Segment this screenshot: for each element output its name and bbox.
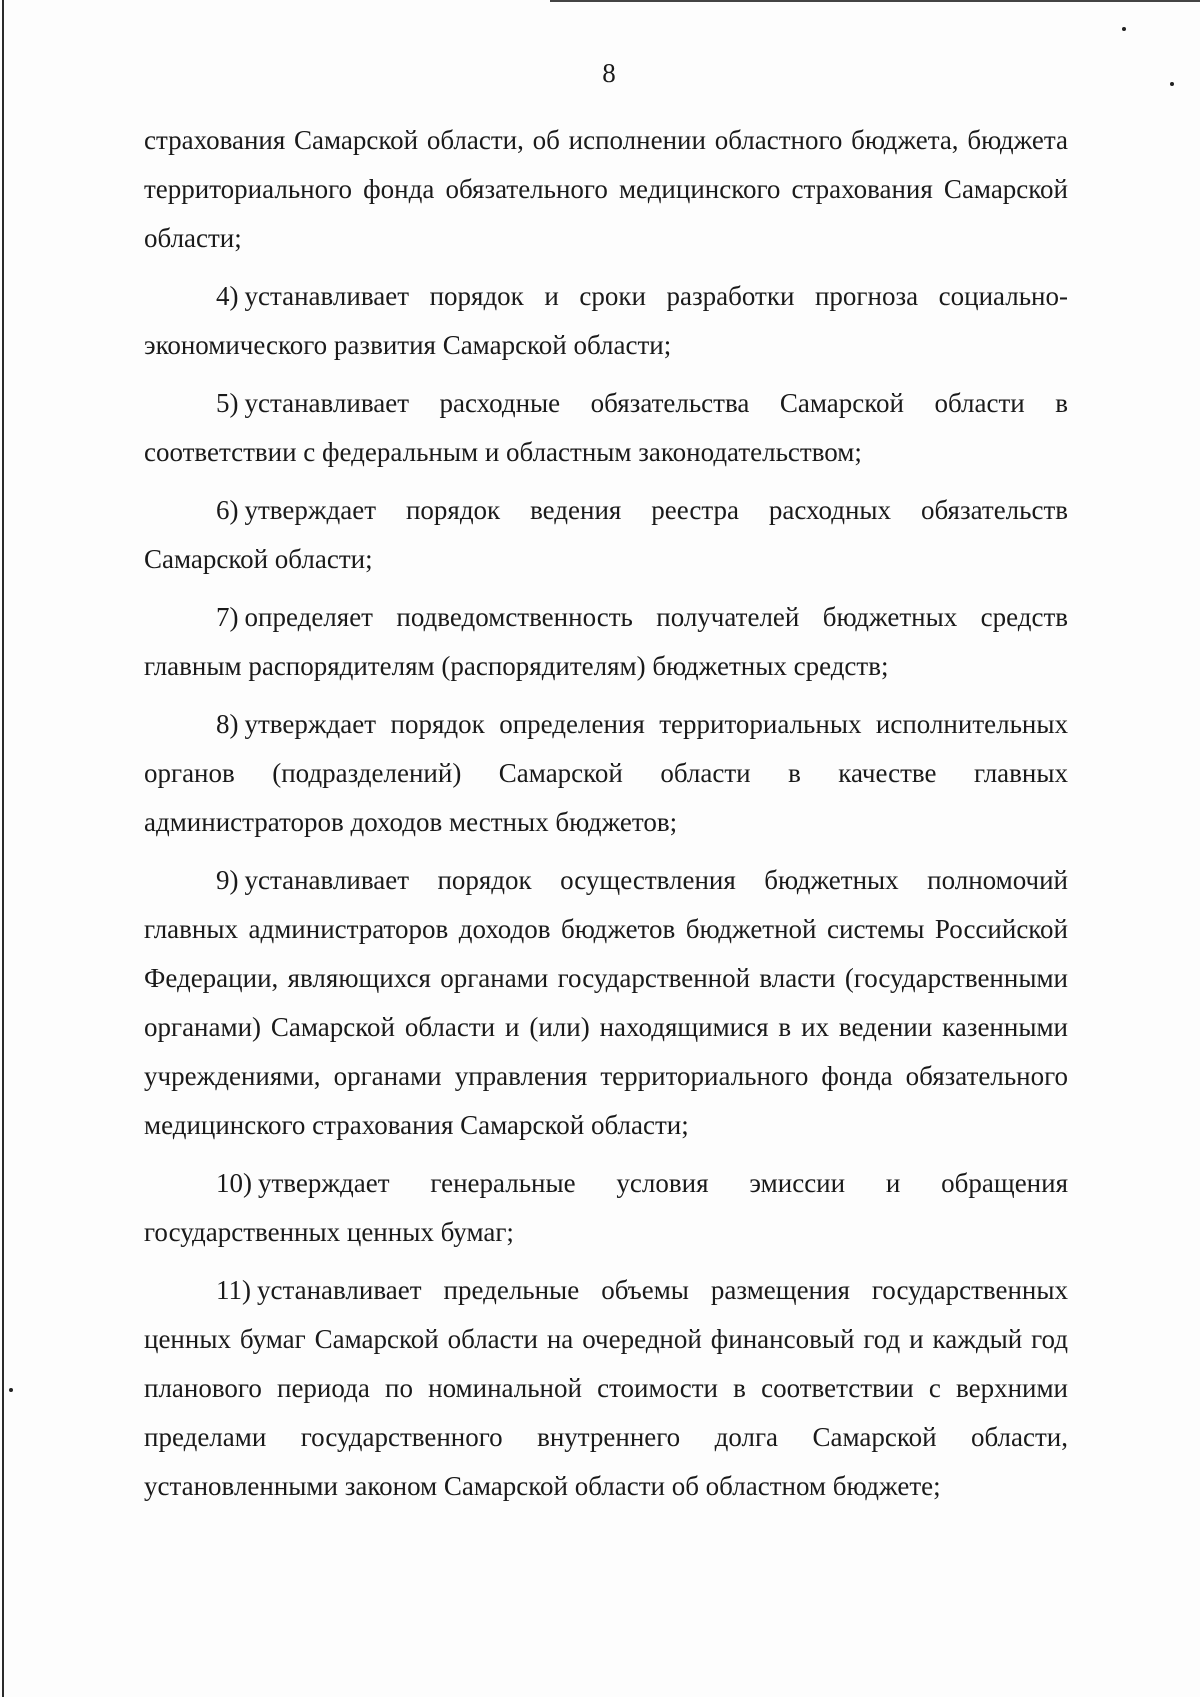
scan-speck: [1122, 27, 1126, 31]
item-number: 8): [216, 709, 239, 739]
item-text: устанавливает порядок осуществления бюджетных полномочий главных администраторов доходов бюджетов бюджетной системы Российской Федерации, являющихся органами государственной власти (государственными органами) Самарской области и (или) находящимися в их ведении казенными учреждениями, органами управления территориального фонда обязательного медицинского страхования Самарской области;: [144, 865, 1068, 1140]
scan-left-edge: [2, 0, 4, 1697]
paragraph-text: страхования Самарской области, об исполнении областного бюджета, бюджета территориального фонда обязательного медицинского страхования Самарской области;: [144, 125, 1068, 253]
item-number: 7): [216, 602, 239, 632]
list-item: [144, 1159, 1068, 1257]
paragraph: [144, 116, 1068, 263]
page-number: 8: [602, 58, 616, 88]
item-text: устанавливает порядок и сроки разработки прогноза социально-экономического развития Самарской области;: [144, 281, 1068, 360]
item-text: утверждает порядок ведения реестра расходных обязательств Самарской области;: [144, 495, 1068, 574]
item-text: определяет подведомственность получателей бюджетных средств главным распорядителям (распорядителям) бюджетных средств;: [144, 602, 1068, 681]
item-text: устанавливает предельные объемы размещения государственных ценных бумаг Самарской области на очередной финансовый год и каждый год планового периода по номинальной стоимости в соответствии с верхними пределами государственного внутреннего долга Самарской области, установленными законом Самарской области об областном бюджете;: [144, 1275, 1068, 1501]
list-item: [144, 272, 1068, 370]
list-item: [144, 856, 1068, 1150]
item-text: утверждает генеральные условия эмиссии и обращения государственных ценных бумаг;: [144, 1168, 1068, 1247]
item-text: утверждает порядок определения территориальных исполнительных органов (подразделений) Самарской области в качестве главных администраторов доходов местных бюджетов;: [144, 709, 1068, 837]
item-number: 9): [216, 865, 239, 895]
item-number: 6): [216, 495, 239, 525]
list-item: [144, 379, 1068, 477]
item-number: 10): [216, 1168, 252, 1198]
list-item: [144, 700, 1068, 847]
list-item: [144, 486, 1068, 584]
item-number: 5): [216, 388, 239, 418]
item-number: 11): [216, 1275, 251, 1305]
scan-top-edge: [550, 0, 1200, 2]
item-number: 4): [216, 281, 239, 311]
scan-speck: [9, 1388, 13, 1392]
list-item: [144, 1266, 1068, 1511]
item-text: устанавливает расходные обязательства Самарской области в соответствии с федеральным и областным законодательством;: [144, 388, 1068, 467]
document-body: [144, 116, 1068, 1520]
list-item: [144, 593, 1068, 691]
